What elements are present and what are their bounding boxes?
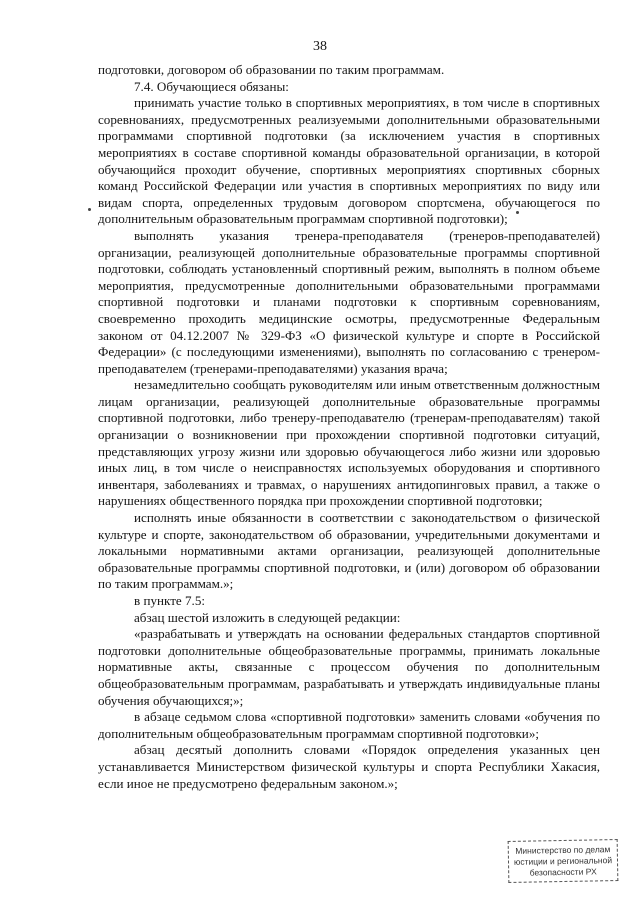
stamp-line: Министерство по делам [515,844,611,856]
page-number: 38 [313,39,327,54]
paragraph: абзац десятый дополнить словами «Порядок определения указанных цен устанавливается Министерством физической культуры и спорта Республики Хакасия, если иное не предусмотрено федеральным законом.»; [98,742,600,791]
document-body [98,62,600,792]
paragraph: принимать участие только в спортивных мероприятиях, в том числе в спортивных соревнованиях, предусмотренных реализуемыми дополнительными образовательными программами спортивной подготовки (за исключением участия в спортивных мероприятиях в составе спортивной команды образовательной организации, в которой обучающийся проходит обучение, спортивных мероприятиях спортивных сборных команд Российской Федерации или участия в спортивных мероприятиях по виду или видам спорта, определенных трудовым договором спортсмена, обучающегося по дополнительным образовательным программам спортивной подготовки); [98,95,600,227]
paragraph: выполнять указания тренера-преподавателя (тренеров-преподавателей) организации, реализующей дополнительные образовательные программы спортивной подготовки, соблюдать установленный спортивный режим, выполнять в полном объеме мероприятия, предусмотренные дополнительными образовательными программами спортивной подготовки и планами подготовки к спортивным соревнованиям, своевременно проходить медицинские осмотры, предусмотренные Федеральным законом от 04.12.2007 № 329-ФЗ «О физической культуре и спорте в Российской Федерации» (с последующими изменениями), выполнять по согласованию с тренером-преподавателем (тренерами-преподавателями) указания врача; [98,227,600,376]
paragraph: в пункте 7.5: [134,593,206,608]
scan-speck [516,211,519,214]
stamp-line: безопасности РХ [529,866,597,878]
paragraph: исполнять иные обязанности в соответствии с законодательством о физической культуре и спорте, законодательством об образовании, учредительными документами и локальными нормативными актами организации, реализующей дополнительные образовательные программы спортивной подготовки, и (или) договором об образовании по таким программам.»; [98,510,600,592]
paragraph: в абзаце седьмом слова «спортивной подготовки» заменить словами «обучения по дополнительным общеобразовательным программам спортивной подготовки»; [98,709,600,741]
paragraph: 7.4. Обучающиеся обязаны: [134,78,289,94]
registration-stamp [508,839,619,883]
paragraph: «разрабатывать и утверждать на основании федеральных стандартов спортивной подготовки дополнительные общеобразовательные программы, принимать локальные нормативные акты, связанные с процессом обучения по дополнительным общеобразовательным программам, разрабатывать и утверждать индивидуальные планы обучения обучающихся;»; [98,626,600,708]
paragraph: подготовки, договором об образовании по таким программам. [98,62,445,77]
scan-speck [88,208,91,211]
paragraph: абзац шестой изложить в следующей редакции: [134,609,401,625]
paragraph: незамедлительно сообщать руководителям или иным ответственным должностным лицам организации, реализующей дополнительные образовательные программы спортивной подготовки, либо тренеру-преподавателю (тренерам-преподавателям) такой организации о возникновении при прохождении спортивной подготовки ситуаций, представляющих угрозу жизни или здоровью обучающегося либо жизни или здоровью иных лиц, в том числе о неисправностях используемых оборудования и спортивного инвентаря, заболеваниях и травмах, о нарушениях антидопинговых правил, а также о нарушениях общественного порядка при прохождении спортивной подготовки; [98,377,600,509]
stamp-line: юстиции и региональной [513,855,613,867]
